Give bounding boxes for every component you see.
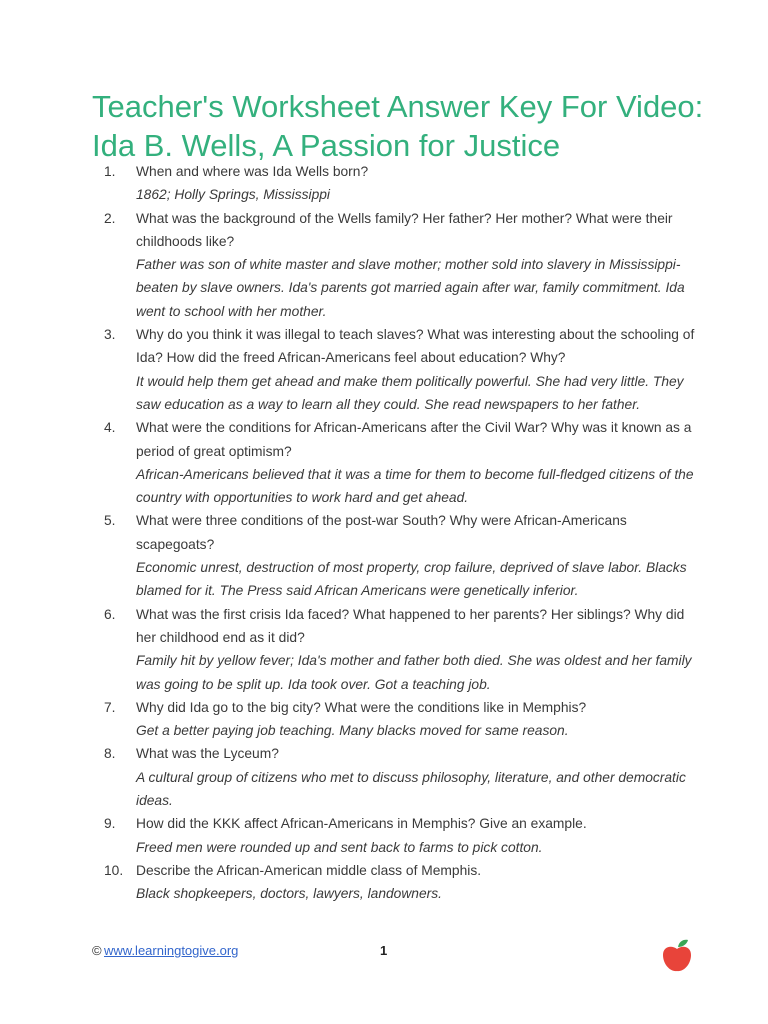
answer-text: Freed men were rounded up and sent back to farms to pick cotton. bbox=[136, 839, 543, 855]
list-item bbox=[104, 416, 704, 509]
answer-text: Family hit by yellow fever; Ida's mother and father both died. She was oldest and her family was going to be split up. Ida took over. Got a teaching job. bbox=[136, 653, 692, 692]
list-item bbox=[104, 812, 704, 859]
question-text: What was the background of the Wells family? Her father? Her mother? What were their childhoods like? bbox=[136, 210, 673, 249]
question-text: Why did Ida go to the big city? What were the conditions like in Memphis? bbox=[136, 699, 587, 715]
question-list bbox=[104, 160, 704, 906]
question-number: 4. bbox=[104, 420, 116, 436]
answer-text: Economic unrest, destruction of most property, crop failure, deprived of slave labor. Blacks blamed for it. The Press said African Americans were genetically inferior. bbox=[136, 560, 687, 599]
question-text: What was the first crisis Ida faced? What happened to her parents? Her siblings? Why did her childhood end as it did? bbox=[136, 606, 685, 645]
question-text: What were three conditions of the post-war South? Why were African-Americans scapegoats? bbox=[136, 513, 627, 552]
question-number: 9. bbox=[104, 816, 116, 832]
question-number: 8. bbox=[104, 746, 116, 762]
question-number: 1. bbox=[104, 164, 116, 179]
list-item bbox=[104, 509, 704, 602]
question-text: Why do you think it was illegal to teach slaves? What was interesting about the schooling of Ida? How did the freed African-Americans feel about education? Why? bbox=[136, 327, 695, 366]
question-number: 3. bbox=[104, 327, 116, 343]
answer-text: 1862; Holly Springs, Mississippi bbox=[136, 187, 330, 203]
answer-text: Father was son of white master and slave mother; mother sold into slavery in Mississippi-beaten by slave owners. Ida's parents got married again after war, family commitment. Ida went to school with her mother. bbox=[136, 257, 685, 319]
copyright-symbol: © bbox=[92, 943, 102, 958]
apple-shape bbox=[663, 947, 691, 971]
question-text: When and where was Ida Wells born? bbox=[136, 164, 369, 179]
page-title: Teacher's Worksheet Answer Key For Video: Ida B. Wells, A Passion for Justice bbox=[92, 88, 704, 163]
page-number: 1 bbox=[380, 943, 388, 958]
question-text: How did the KKK affect African-Americans in Memphis? Give an example. bbox=[136, 816, 587, 832]
question-text: What were the conditions for African-Americans after the Civil War? Why was it known as a period of great optimism? bbox=[136, 420, 692, 459]
question-number: 2. bbox=[104, 210, 116, 226]
page-footer bbox=[92, 942, 732, 966]
answer-text: It would help them get ahead and make them politically powerful. She had very little. They saw education as a way to learn all they could. She read newspapers to her father. bbox=[136, 373, 684, 412]
answer-text: Get a better paying job teaching. Many blacks moved for same reason. bbox=[136, 723, 569, 739]
apple-logo-icon bbox=[660, 938, 694, 974]
list-item bbox=[104, 207, 704, 323]
question-number: 7. bbox=[104, 699, 116, 715]
list-item bbox=[104, 160, 704, 207]
question-number: 10. bbox=[104, 862, 124, 878]
question-number: 6. bbox=[104, 606, 116, 622]
leaf-shape bbox=[678, 940, 688, 947]
list-item bbox=[104, 323, 704, 416]
list-item bbox=[104, 742, 704, 812]
answer-text: A cultural group of citizens who met to discuss philosophy, literature, and other democratic ideas. bbox=[136, 769, 686, 809]
website-link[interactable]: www.learningtogive.org bbox=[104, 943, 239, 958]
answer-text: Black shopkeepers, doctors, lawyers, landowners. bbox=[136, 886, 442, 902]
list-item bbox=[104, 696, 704, 743]
question-text: Describe the African-American middle class of Memphis. bbox=[136, 862, 482, 878]
list-item bbox=[104, 859, 704, 906]
question-text: What was the Lyceum? bbox=[136, 746, 279, 762]
answer-text: African-Americans believed that it was a time for them to become full-fledged citizens of the country with opportunities to work hard and get ahead. bbox=[136, 466, 694, 506]
list-item bbox=[104, 603, 704, 696]
question-number: 5. bbox=[104, 513, 116, 529]
